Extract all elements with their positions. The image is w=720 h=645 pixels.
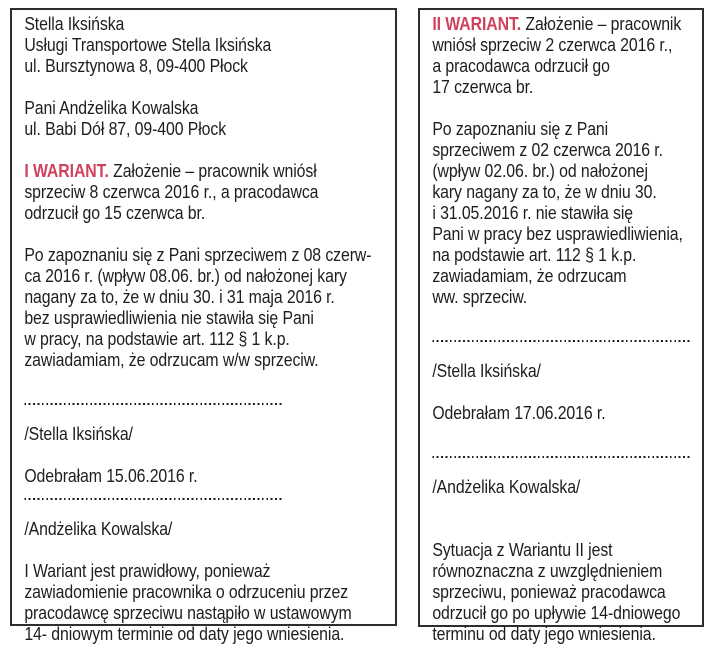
blank-line	[24, 77, 396, 98]
text-line: sprzeciw 8 czerwca 2016 r., a pracodawca	[24, 182, 319, 202]
blank-line	[24, 140, 396, 161]
variant-1-content	[12, 10, 396, 645]
text-line: Usługi Transportowe Stella Iksińska	[24, 35, 272, 55]
text-line: 17 czerwca br.	[432, 77, 534, 97]
text-line: Założenie – pracownik wniósł	[108, 161, 317, 181]
variant-label: II WARIANT.	[432, 14, 522, 34]
blank-line	[432, 498, 703, 519]
blank-line	[432, 308, 703, 329]
text-line: /Andżelika Kowalska/	[432, 477, 581, 497]
text-line: zawiadomienie pracownika o odrzuceniu przez	[24, 582, 349, 602]
blank-line	[432, 382, 703, 403]
text-line: kary nagany za to, że w dniu 30.	[432, 182, 657, 202]
text-line: /Stella Iksińska/	[24, 424, 133, 444]
signature-dotted-line	[24, 403, 396, 424]
text-line: zawiadamiam, że odrzucam w/w sprzeciw.	[24, 350, 319, 370]
text-line: na podstawie art. 112 § 1 k.p.	[432, 245, 637, 265]
text-line: Pani Andżelika Kowalska	[24, 98, 199, 118]
text-line: pracodawcę sprzeciwu nastąpiło w ustawowym	[24, 603, 352, 623]
text-line: równoznaczna z uwzględnieniem	[432, 561, 663, 581]
text-line: nagany za to, że w dniu 30. i 31 maja 2016 r.	[24, 287, 335, 307]
text-line: sprzeciwu, ponieważ pracodawca	[432, 582, 666, 602]
text-line: terminu od daty jego wniesienia.	[432, 624, 656, 644]
text-line: 14- dniowym terminie od daty jego wniesienia.	[24, 624, 345, 644]
text-line: Sytuacja z Wariantu II jest	[432, 540, 613, 560]
text-line: sprzeciwem z 02 czerwca 2016 r.	[432, 140, 663, 160]
text-line: ul. Babi Dół 87, 09-400 Płock	[24, 119, 227, 139]
blank-line	[24, 540, 396, 561]
variant-label: I WARIANT.	[24, 161, 109, 181]
text-line: a pracodawca odrzucił go	[432, 56, 610, 76]
blank-line	[432, 519, 703, 540]
text-line: odrzucił go 15 czerwca br.	[24, 203, 206, 223]
text-line: w pracy, na podstawie art. 112 § 1 k.p.	[24, 329, 290, 349]
text-line: ul. Bursztynowa 8, 09-400 Płock	[24, 56, 248, 76]
text-line: ca 2016 r. (wpływ 08.06. br.) od nałożonej kary	[24, 266, 347, 286]
text-line: Pani w pracy bez usprawiedliwienia,	[432, 224, 683, 244]
blank-line	[432, 98, 703, 119]
text-line: i 31.05.2016 r. nie stawiła się	[432, 203, 634, 223]
blank-line	[24, 445, 396, 466]
paragraph-lead-line	[24, 161, 396, 182]
text-line: /Andżelika Kowalska/	[24, 519, 173, 539]
text-line: Odebrałam 15.06.2016 r.	[24, 466, 198, 486]
variant-1-panel	[10, 8, 397, 644]
blank-line	[24, 371, 396, 392]
text-line: odrzucił go po upływie 14-dniowego	[432, 603, 681, 623]
blank-line	[432, 424, 703, 445]
text-line: Po zapoznaniu się z Pani	[432, 119, 609, 139]
text-line: bez usprawiedliwienia nie stawiła się Pani	[24, 308, 314, 328]
variant-2-content	[420, 10, 703, 645]
text-line: wniósł sprzeciw 2 czerwca 2016 r.,	[432, 35, 673, 55]
text-line: I Wariant jest prawidłowy, ponieważ	[24, 561, 271, 581]
blank-line	[24, 224, 396, 245]
paragraph-lead-line	[432, 14, 703, 35]
text-line: Założenie – pracownik	[521, 14, 682, 34]
text-line: Stella Iksińska	[24, 14, 125, 34]
text-line: ww. sprzeciw.	[432, 287, 528, 307]
text-line: zawiadamiam, że odrzucam	[432, 266, 627, 286]
signature-dotted-line	[432, 456, 703, 477]
text-line: Po zapoznaniu się z Pani sprzeciwem z 08 czerw-	[24, 245, 372, 265]
text-line: Odebrałam 17.06.2016 r.	[432, 403, 606, 423]
variant-2-panel	[418, 8, 704, 644]
signature-dotted-line	[24, 498, 396, 519]
text-line: (wpływ 02.06. br.) od nałożonej	[432, 161, 648, 181]
signature-dotted-line	[432, 340, 703, 361]
text-line: /Stella Iksińska/	[432, 361, 541, 381]
